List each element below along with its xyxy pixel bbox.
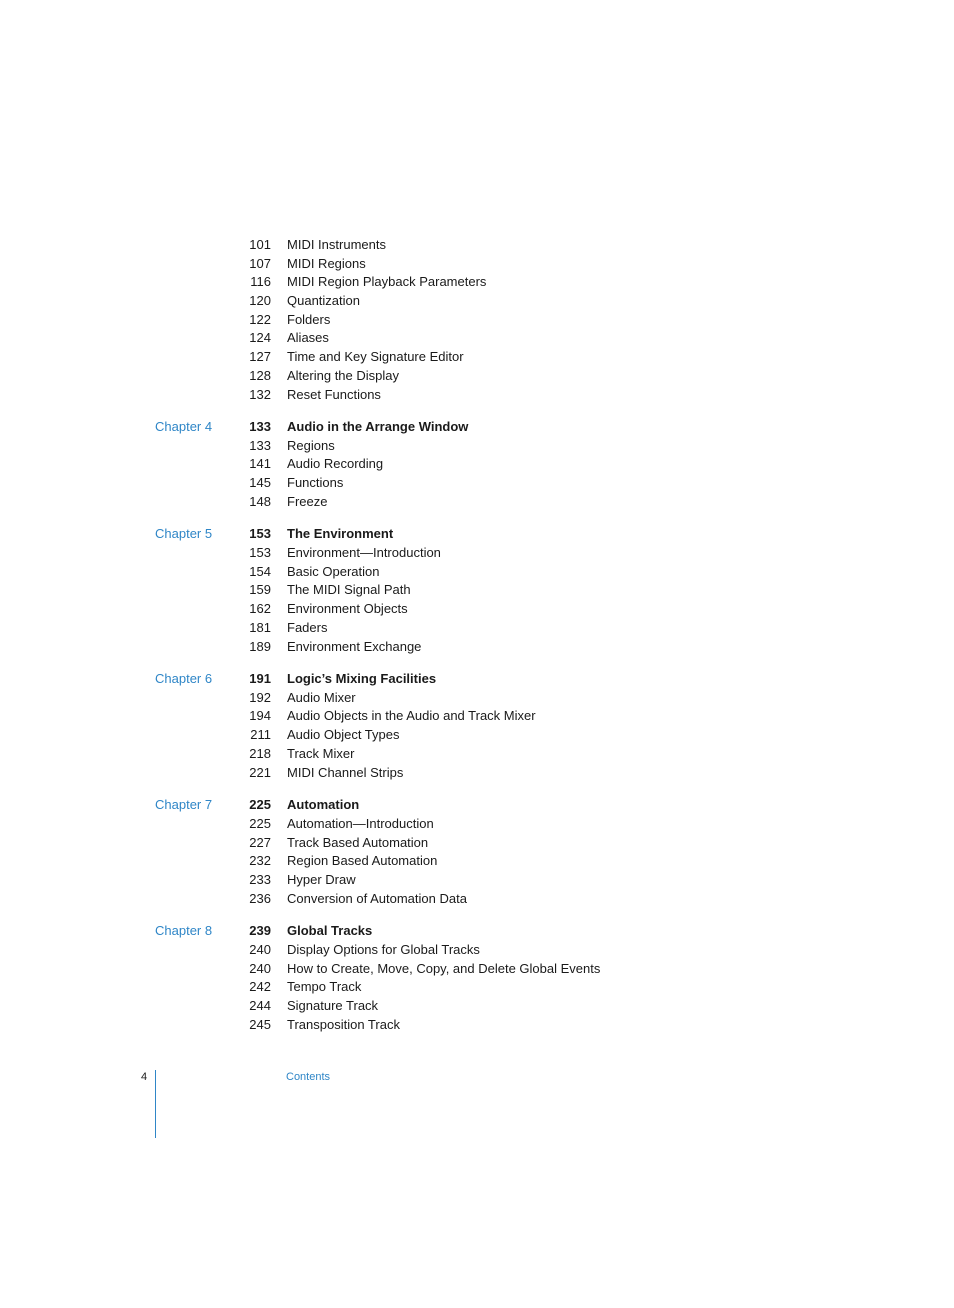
entry-page-number: 141: [249, 456, 271, 472]
entry-title: How to Create, Move, Copy, and Delete Global Events: [287, 960, 601, 976]
entry-title: MIDI Instruments: [287, 237, 386, 252]
entry-title: Folders: [287, 311, 331, 327]
entry-title: Conversion of Automation Data: [287, 890, 467, 906]
entry-title: Regions: [287, 437, 335, 453]
chapter-heading-row[interactable]: [0, 418, 954, 437]
entry-page-number: 154: [249, 563, 271, 579]
toc-entry[interactable]: [0, 815, 954, 834]
toc-entry[interactable]: [0, 707, 954, 726]
entry-page-number: 194: [249, 708, 271, 724]
entry-page-number: 221: [249, 764, 271, 780]
table-of-contents: [0, 236, 954, 1034]
entry-title: Hyper Draw: [287, 871, 356, 887]
entry-title: Basic Operation: [287, 563, 380, 579]
toc-entry[interactable]: [0, 348, 954, 367]
entry-page-number: 211: [250, 727, 271, 743]
entry-page-number: 124: [249, 330, 271, 346]
footer-section-link[interactable]: Contents: [286, 1071, 331, 1083]
entry-page-number: 116: [250, 274, 271, 290]
toc-entry[interactable]: [0, 638, 954, 657]
entry-page-number: 120: [249, 293, 271, 309]
entry-title: Aliases: [287, 330, 329, 346]
chapter-label: Chapter 5: [155, 526, 213, 542]
entry-page-number: 232: [249, 853, 271, 869]
toc-entry[interactable]: [0, 852, 954, 871]
toc-entry[interactable]: [0, 1016, 954, 1035]
entry-title: Altering the Display: [287, 367, 399, 383]
toc-entry[interactable]: [0, 437, 954, 456]
entry-page-number: 189: [249, 638, 271, 654]
entry-title: Audio Mixer: [287, 689, 356, 705]
entry-page-number: 227: [249, 834, 271, 850]
toc-entry[interactable]: [0, 273, 954, 292]
entry-title: Environment Objects: [287, 601, 408, 617]
entry-title: Tempo Track: [287, 979, 362, 995]
toc-entry[interactable]: [0, 834, 954, 853]
entry-title: Freeze: [287, 493, 328, 509]
toc-entry[interactable]: [0, 236, 954, 255]
entry-page-number: 225: [249, 815, 271, 831]
entry-page-number: 244: [249, 997, 271, 1013]
entry-title: MIDI Channel Strips: [287, 764, 404, 780]
entry-page-number: 132: [249, 386, 271, 402]
chapter-title: Automation: [287, 797, 360, 813]
entry-title: Reset Functions: [287, 386, 381, 402]
toc-entry[interactable]: [0, 311, 954, 330]
chapter-heading-row[interactable]: [0, 525, 954, 544]
toc-entry[interactable]: [0, 960, 954, 979]
toc-entry[interactable]: [0, 329, 954, 348]
entry-title: Audio Object Types: [287, 727, 400, 743]
entry-page-number: 128: [249, 367, 271, 383]
entry-page-number: 236: [249, 890, 271, 906]
chapter-section: [0, 796, 954, 908]
chapter-heading-row[interactable]: [0, 670, 954, 689]
entry-page-number: 192: [249, 689, 271, 705]
entry-page-number: 159: [249, 582, 271, 598]
entry-title: MIDI Region Playback Parameters: [287, 274, 487, 290]
toc-entry[interactable]: [0, 255, 954, 274]
chapter-section: [0, 922, 954, 1034]
entry-page-number: 162: [249, 601, 271, 617]
chapter-heading-row[interactable]: [0, 922, 954, 941]
chapter-section: [0, 670, 954, 782]
chapter-start-page: 133: [249, 419, 271, 435]
entry-title: Audio Objects in the Audio and Track Mixer: [287, 708, 536, 724]
chapter-title: Audio in the Arrange Window: [287, 419, 469, 435]
entry-title: Quantization: [287, 293, 360, 309]
entry-page-number: 127: [249, 349, 271, 365]
chapter-title: The Environment: [287, 526, 394, 542]
toc-entry[interactable]: [0, 941, 954, 960]
entry-title: Audio Recording: [287, 456, 384, 472]
entry-title: Track Based Automation: [287, 834, 429, 850]
toc-entry[interactable]: [0, 292, 954, 311]
entry-title: Region Based Automation: [287, 853, 438, 869]
toc-entry[interactable]: [0, 386, 954, 405]
toc-entry[interactable]: [0, 978, 954, 997]
entry-title: Faders: [287, 619, 328, 635]
entry-title: Environment Exchange: [287, 638, 422, 654]
chapter-start-page: 191: [249, 671, 271, 687]
entry-title: Signature Track: [287, 997, 379, 1013]
chapter-heading-row[interactable]: [0, 796, 954, 815]
chapter-start-page: 239: [249, 923, 271, 939]
entry-title: Functions: [287, 475, 344, 491]
chapter-label: Chapter 7: [155, 797, 213, 813]
toc-entry[interactable]: [0, 764, 954, 783]
entry-page-number: 148: [249, 493, 271, 509]
toc-entry[interactable]: [0, 689, 954, 708]
entry-page-number: 240: [249, 941, 271, 957]
chapter-start-page: 225: [249, 797, 271, 813]
entry-page-number: 122: [249, 311, 271, 327]
toc-entry[interactable]: [0, 997, 954, 1016]
chapter-title: Logic’s Mixing Facilities: [287, 671, 437, 687]
chapter-label: Chapter 6: [155, 671, 213, 687]
entry-page-number: 181: [249, 619, 271, 635]
toc-entry[interactable]: [0, 581, 954, 600]
entry-title: Display Options for Global Tracks: [287, 941, 480, 957]
entry-page-number: 240: [249, 960, 271, 976]
toc-entry[interactable]: [0, 544, 954, 563]
toc-entry[interactable]: [0, 871, 954, 890]
entry-title: Time and Key Signature Editor: [287, 349, 464, 365]
toc-entry[interactable]: [0, 493, 954, 512]
entry-title: The MIDI Signal Path: [287, 582, 411, 598]
entry-page-number: 145: [249, 475, 271, 491]
entry-page-number: 153: [249, 545, 271, 561]
toc-entry[interactable]: [0, 474, 954, 493]
chapter-section: [0, 418, 954, 511]
toc-entry[interactable]: [0, 619, 954, 638]
chapter-section: [0, 525, 954, 656]
footer-divider: [155, 1070, 156, 1138]
toc-entry[interactable]: [0, 890, 954, 909]
entry-title: Environment—Introduction: [287, 545, 441, 561]
entry-page-number: 245: [249, 1016, 271, 1032]
entry-page-number: 133: [249, 437, 271, 453]
entry-title: MIDI Regions: [287, 255, 366, 271]
toc-entry[interactable]: [0, 745, 954, 764]
continued-section: [0, 236, 954, 404]
chapter-start-page: 153: [249, 526, 271, 542]
entry-page-number: 218: [249, 745, 271, 761]
toc-entry[interactable]: [0, 726, 954, 745]
toc-entry[interactable]: [0, 563, 954, 582]
chapter-title: Global Tracks: [287, 923, 373, 939]
entry-title: Transposition Track: [287, 1016, 400, 1032]
entry-title: Track Mixer: [287, 745, 355, 761]
page-number: 4: [141, 1071, 148, 1083]
toc-entry[interactable]: [0, 455, 954, 474]
toc-entry[interactable]: [0, 600, 954, 619]
entry-page-number: 233: [249, 871, 271, 887]
entry-page-number: 107: [249, 255, 271, 271]
chapter-label: Chapter 4: [155, 419, 213, 435]
entry-title: Automation—Introduction: [287, 815, 434, 831]
entry-page-number: 242: [249, 979, 271, 995]
toc-entry[interactable]: [0, 367, 954, 386]
entry-page-number: 101: [249, 237, 271, 252]
chapter-label: Chapter 8: [155, 923, 213, 939]
